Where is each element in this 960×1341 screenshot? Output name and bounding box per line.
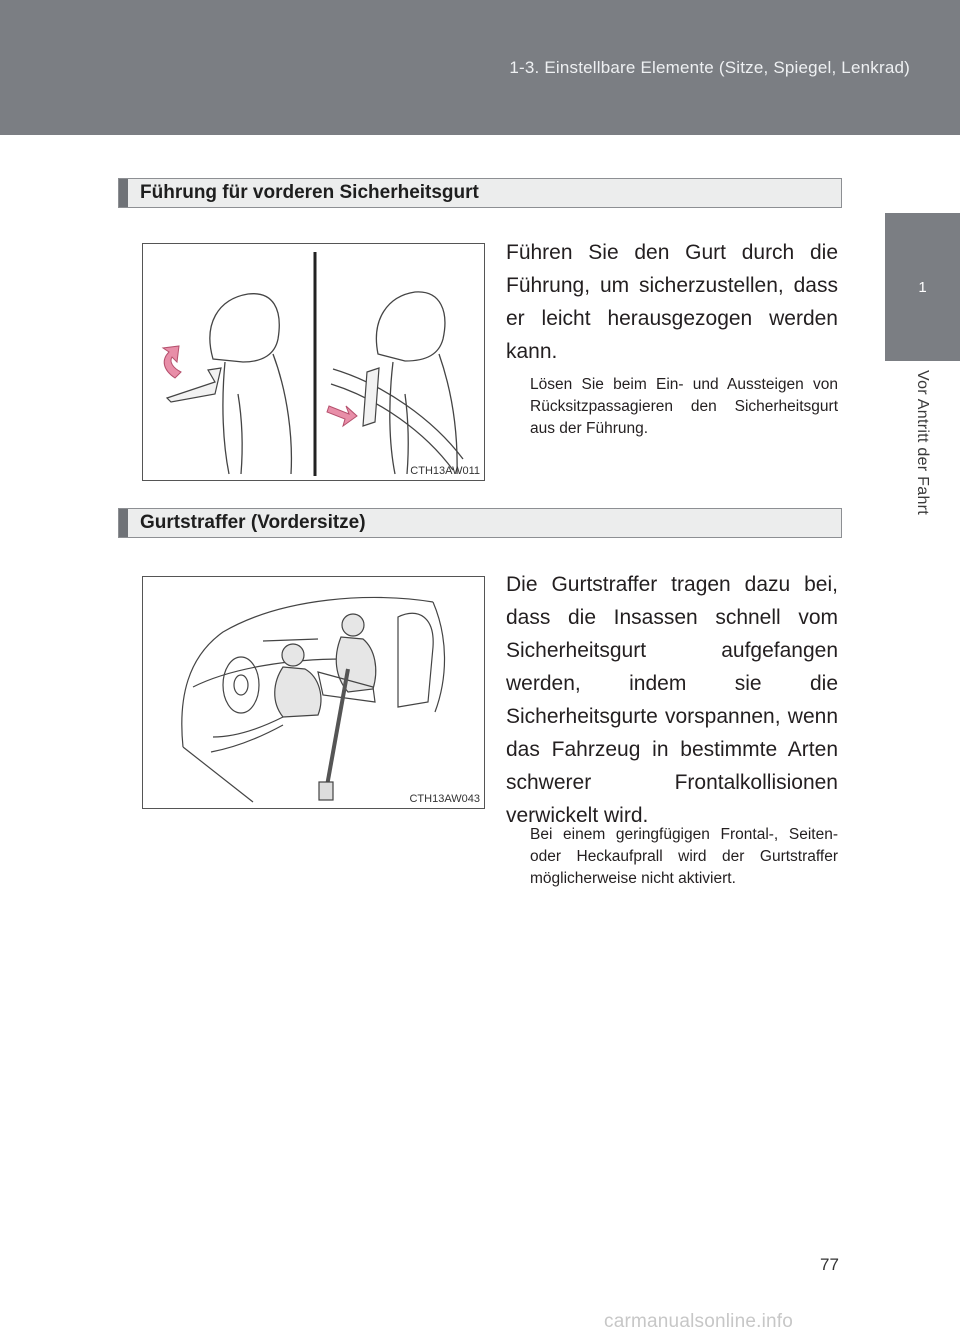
body-text-belt-guide: Führen Sie den Gurt durch die Führung, um sicherzustellen, dass er leicht herausgezogen werden kann.: [506, 241, 838, 363]
figure-code: CTH13AW011: [410, 465, 480, 477]
page-header-band: [0, 0, 960, 135]
chapter-title: Vor Antritt der Fahrt: [914, 370, 931, 516]
section-title: 1-3. Einstellbare Elemente (Sitze, Spiegel, Lenkrad): [509, 58, 910, 77]
heading-text: Gurtstraffer (Vordersitze): [140, 512, 366, 533]
chapter-number: 1: [918, 278, 927, 296]
section-heading-pretensioner: [118, 508, 842, 538]
page-number: 77: [820, 1255, 839, 1274]
heading-marker: [119, 509, 128, 537]
arrow-right-icon: [327, 406, 357, 426]
pretensioner-illustration: [143, 577, 484, 808]
note-text-pretensioner: Bei einem geringfügigen Frontal-, Seiten- oder Heckaufprall wird der Gurtstraffer möglicherweise nicht aktiviert.: [530, 826, 838, 887]
seat-belt-guide-illustration: [143, 244, 484, 480]
heading-marker: [119, 179, 128, 207]
heading-text: Führung für vorderen Sicherheitsgurt: [140, 182, 479, 203]
figure-code: CTH13AW043: [409, 793, 480, 805]
figure-belt-guide: [142, 243, 485, 481]
section-heading-belt-guide: [118, 178, 842, 208]
figure-pretensioner: [142, 576, 485, 809]
body-text-pretensioner: Die Gurtstraffer tragen dazu bei, dass die Insassen schnell vom Sicherheitsgurt aufgefangen werden, indem sie die Sicherheitsgurte vorspannen, wenn das Fahrzeug in bestimmte Arten schwerer Frontalkollisionen verwickelt wird.: [506, 573, 838, 827]
arrow-up-icon: [163, 346, 181, 378]
chapter-title-vertical: [902, 370, 942, 550]
chapter-tab[interactable]: [885, 213, 960, 361]
note-text-belt-guide: Lösen Sie beim Ein- und Aussteigen von Rücksitzpassagieren den Sicherheitsgurt aus der Führung.: [530, 376, 838, 437]
watermark[interactable]: carmanualsonline.info: [604, 1311, 794, 1332]
